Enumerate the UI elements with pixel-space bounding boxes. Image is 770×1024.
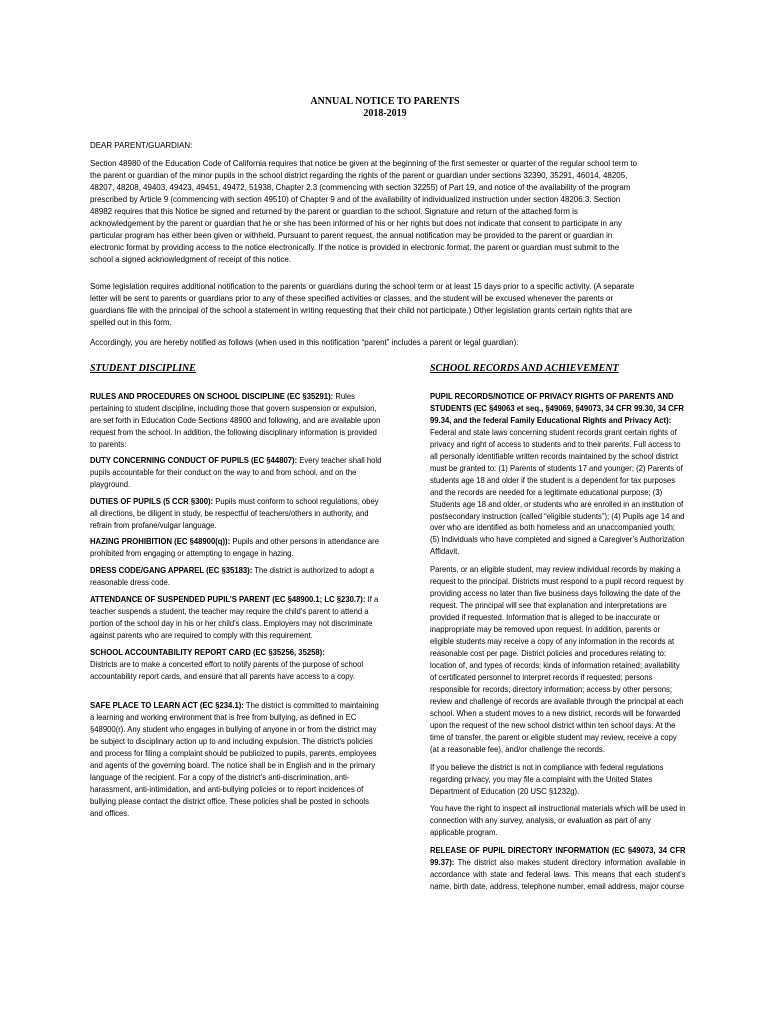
section-dress-code [90, 565, 383, 589]
section-heading: ATTENDANCE OF SUSPENDED PUPIL’S PARENT (EC §48900.1; LC §230.7): [90, 594, 366, 605]
section-body: The district is committed to maintaining a learning and working environment that is free from bullying, as defined in EC §48900(r). Any student who engages in bullying of anyone in or from the district may be subject to disciplinary action up to and including expulsion. The district's policies and process for filing a complaint should be publicized to pupils, parents, employees and agents of the governing board. The notice shall be in English and in the primary language of the recipient. For a copy of the district’s anti-discrimination, anti-harassment, anti-intimidation, and anti-bullying policies or to report incidences of bullying please contact the district office. These policies shall be posted in schools and offices. [90, 699, 379, 818]
section-body: If a teacher suspends a student, the teacher may require the child's parent to attend a portion of the school day in his or her child's class. Employers may not discriminate against parents who are required to comply with this requirement. [90, 594, 379, 641]
section-report-card [90, 647, 383, 683]
section-heading: HAZING PROHIBITION (EC §48900(q)): [90, 536, 231, 547]
section-heading: RULES AND PROCEDURES ON SCHOOL DISCIPLINE (EC §35291): [90, 391, 334, 401]
section-heading: RELEASE OF PUPIL DIRECTORY INFORMATION (EC §49073, 34 CFR 99.37): [430, 845, 686, 868]
section-instructional-materials [430, 803, 686, 839]
section-heading: DUTY CONCERNING CONDUCT OF PUPILS (EC §44807): [90, 454, 298, 465]
notice-title: ANNUAL NOTICE TO PARENTS [310, 96, 460, 107]
section-heading: SAFE PLACE TO LEARN ACT (EC §234.1): [90, 699, 244, 710]
student-discipline-heading: STUDENT DISCIPLINE [90, 363, 196, 374]
section-heading: SCHOOL ACCOUNTABILITY REPORT CARD (EC §35256, 35258): [90, 647, 325, 658]
section-duties-pupils [90, 496, 383, 532]
section-review-records [430, 564, 686, 755]
section-body: Districts are to make a concerted effort to notify parents of the purpose of school accountability report cards, and ensure that all parents have access to a copy. [90, 659, 364, 682]
section-body: Parents, or an eligible student, may review individual records by making a request to the principal. Districts must respond to a pupil record request by providing access no later than five business days following the date of the request. The principal will see that explanation and interpretations are provided if requested. Information that is alleged to be inaccurate or inappropriate may be removed upon request. In addition, parents or eligible students may receive a copy of any information in the records at reasonable cost per page. District policies and procedures relating to: location of, and types of records; kinds of information retained; availability of certificated personnel to interpret records if requested; persons responsible for records; directory information; access by other persons; review and challenge of records are available through the principal at each school. When a student moves to a new district, records will be forwarded upon the request of the new school district within ten school days. At the time of transfer, the parent or eligible student may review, receive a copy (at a reasonable fee), and/or challenge the records. [430, 564, 684, 754]
section-body: Pupils must conform to school regulations, obey all directions, be diligent in study, be respectful of teachers/others in authority, and refrain from profane/vulgar language. [90, 495, 379, 530]
greeting [90, 140, 641, 152]
notice-year: 2018-2019 [363, 108, 407, 119]
section-body: If you believe the district is not in compliance with federal regulations regarding privacy, you may file a complaint with the United States Department of Education (20 USC §1232g). [430, 761, 664, 796]
section-hazing [90, 536, 383, 560]
intro-text-2: Some legislation requires additional notification to the parents or guardians during the school term or at least 15 days prior to a specific activity. (A separate letter will be sent to parents or guardians prior to any of these specified activities or classes, and the student will be excused whenever the parents or guardians file with the principal of the school a statement in writing requesting that their child not participate.) Other legislation grants certain rights that are spelled out in this form. [90, 281, 635, 327]
section-body: You have the right to inspect all instructional materials which will be used in connection with any survey, analysis, or evaluation as part of any applicable program. [430, 803, 686, 838]
section-body: The district also makes student directory information available in accordance with state and federal laws. This means that each student’s name, birth date, address, telephone number, email address, major course [430, 857, 686, 892]
section-suspended-parent [90, 594, 383, 642]
section-heading: DRESS CODE/GANG APPAREL (EC §35183): [90, 565, 253, 576]
section-body: Federal and state laws concerning student records grant certain rights of privacy and right of access to students and to their parents. Full access to all personally identifiable written records maintained by the school district must be granted to: (1) Parents of students 17 and younger; (2) Parents of students age 18 and older if the student is a dependent for tax purposes and the records are needed for a legitimate educational purpose; (3) Students age 18 and older, or students who are enrolled in an institution of postsecondary instruction (called “eligible students”); (4) Pupils age 14 and over who are identified as both homeless and an unaccompanied youth; (5) Individuals who have completed and signed a Caregiver’s Authorization Affidavit. [430, 426, 685, 557]
section-rules-discipline [90, 391, 383, 451]
student-discipline-column [90, 391, 383, 820]
section-body: Pupils and other persons in attendance are prohibited from engaging or attempting to engage in hazing. [90, 536, 380, 559]
intro-paragraph-2 [90, 281, 641, 329]
school-records-heading: SCHOOL RECORDS AND ACHIEVEMENT [430, 363, 619, 374]
section-directory-info [430, 845, 686, 893]
section-body: Every teacher shall hold pupils accountable for their conduct on the way to and from school, and on the playground. [90, 454, 382, 489]
section-body: The district is authorized to adopt a reasonable dress code. [90, 565, 375, 588]
section-heading: PUPIL RECORDS/NOTICE OF PRIVACY RIGHTS OF PARENTS AND STUDENTS (EC §49063 et seq., §49069, §49073, 34 CFR 99.30, 34 CFR 99.34, and the federal Family Educational Rights and Privacy Act): [430, 391, 684, 425]
section-privacy-complaint [430, 762, 686, 798]
school-records-column [430, 391, 686, 893]
intro-text-1: Section 48980 of the Education Code of California requires that notice be given at the beginning of the first semester or quarter of the regular school term to the parent or guardian of the minor pupils in the school district regarding the rights of the parent or guardian under sections 32390, 35291, 46014, 48205, 48207, 48208, 49403, 49423, 49451, 49472, 51938, Chapter 2.3 (commencing with section 32255) of Part 19, and notice of the availability of the program prescribed by Article 9 (commencing with section 49510) of Chapter 9 and of the availability of individualized instruction under section 48206.3. Section 48982 requires that this Notice be signed and returned by the parent or guardian to the school. Signature and return of the attached form is acknowledgement by the parent or guardian that he or she has been informed of his or her rights but does not indicate that consent to participate in any particular program has either been given or withheld. Pursuant to parent request, the annual notification may be provided to the parent or guardian in electronic format by providing access to the notice electronically. If the notice is provided in electronic format, the parent or guardian must submit to the school a signed acknowledgment of receipt of this notice. [90, 158, 638, 264]
section-heading: DUTIES OF PUPILS (5 CCR §300): [90, 495, 214, 506]
intro-text-3: Accordingly, you are hereby notified as follows (when used in this notification “parent” includes a parent or legal guardian): [90, 337, 519, 347]
section-safe-place [90, 700, 383, 820]
greeting-text: DEAR PARENT/GUARDIAN: [90, 140, 193, 150]
intro-paragraph-1 [90, 158, 641, 266]
section-body: Rules pertaining to student discipline, including those that govern suspension or expulsion, are set forth in Education Code Sections 48900 and following, and are available upon request from the school. In addition, the following disciplinary information is provided to parents: [90, 391, 381, 449]
intro-paragraph-3 [90, 337, 641, 349]
section-pupil-records [430, 391, 686, 558]
section-duty-conduct [90, 455, 383, 491]
